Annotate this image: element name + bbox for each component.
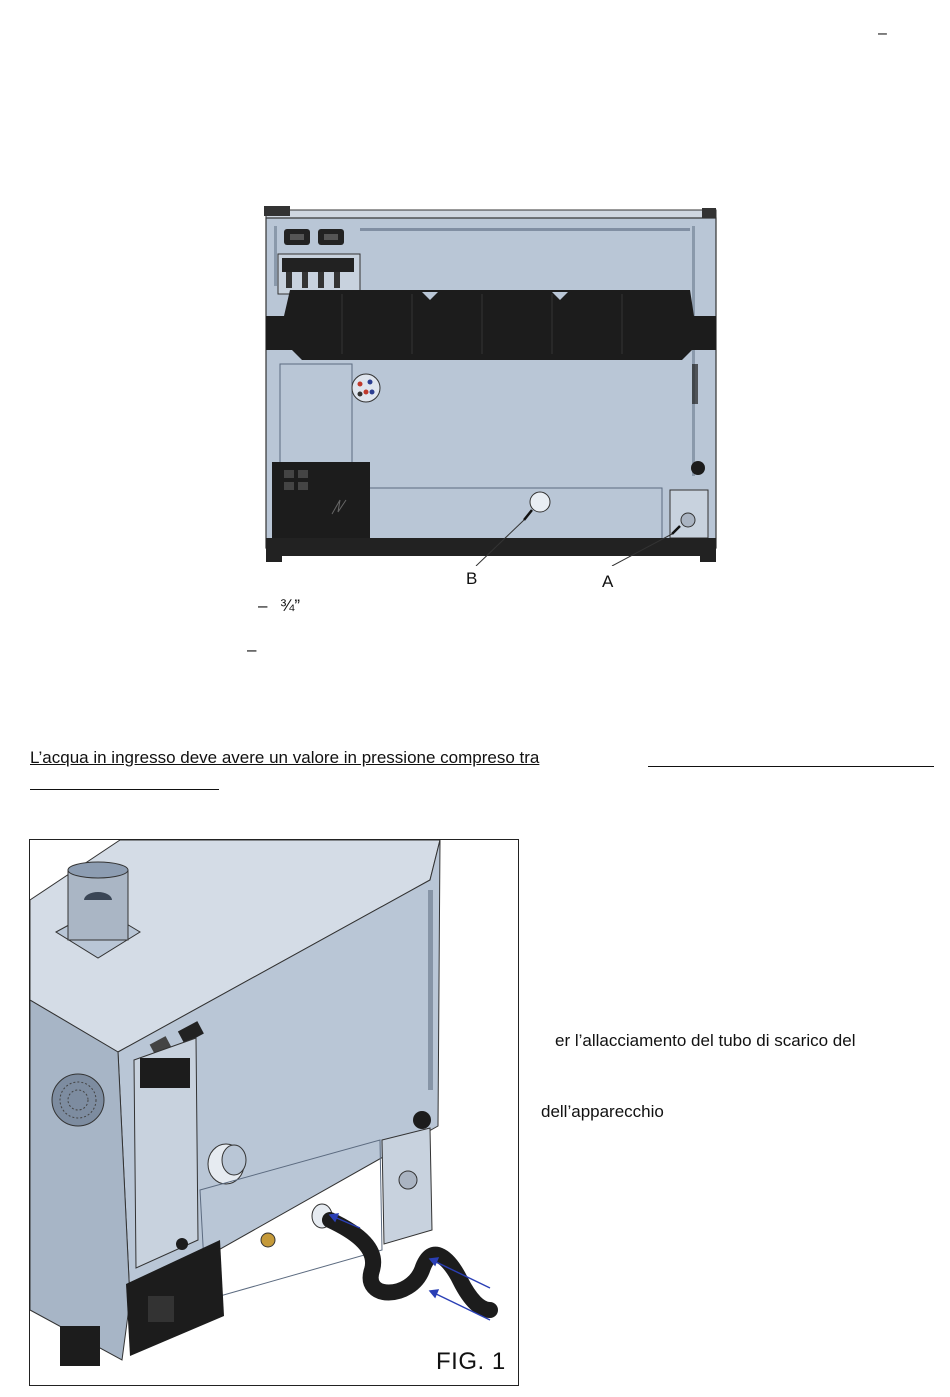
inlet-size-note [258,596,300,616]
electrical-box-icon [272,462,370,542]
water-inlet-icon [670,490,708,538]
underline-continuation [648,766,934,767]
round-connector-icon [352,374,380,402]
rear-cover-band [266,290,716,360]
rear-panel-diagram [262,204,722,566]
callout-b: B [466,569,478,588]
water-inlet-icon [382,1128,432,1244]
side-text-line-1: er l’allacciamento del tubo di scarico del [555,1031,856,1050]
callout-a: A [602,572,614,591]
note-dash: – [258,596,268,615]
figure-1-frame [29,839,519,1386]
underline-second-line [30,789,219,790]
pressure-sentence: L’acqua in ingresso deve avere un valore in pressione compreso tra [30,748,540,767]
inlet-size-value: ¾” [280,596,301,615]
header-dash: – [878,25,887,42]
appliance-isometric-diagram [30,840,518,1385]
fan-grille-icon [52,1074,104,1126]
side-text-line-2: dell’apparecchio [541,1102,664,1121]
terminal-block-icon [134,1038,198,1268]
note-dash-2: – [247,640,257,659]
terminal-block-icon [278,254,360,294]
vent-holes-top [360,228,690,231]
figure-caption: FIG. 1 [436,1348,506,1375]
